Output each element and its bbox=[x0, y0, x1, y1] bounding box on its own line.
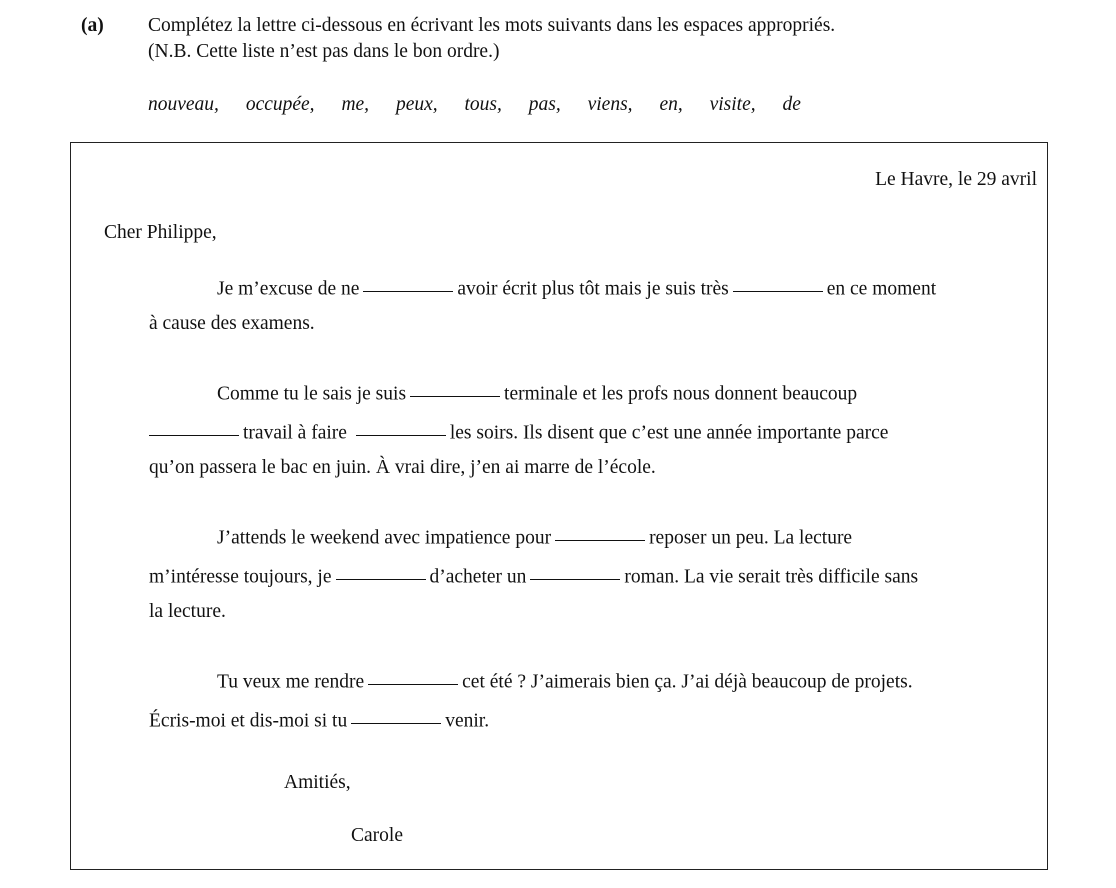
letter-box bbox=[70, 142, 1048, 870]
word-item: pas, bbox=[528, 94, 561, 115]
paragraph-2-line-1 bbox=[217, 379, 857, 406]
word-item: visite, bbox=[709, 94, 756, 115]
blank-4[interactable] bbox=[149, 415, 239, 436]
blank-9[interactable] bbox=[368, 664, 458, 685]
place-date: Le Havre, le 29 avril bbox=[875, 169, 1037, 190]
text-segment: en ce moment bbox=[826, 278, 937, 300]
word-item: occupée, bbox=[245, 94, 315, 115]
word-item: peux, bbox=[395, 94, 438, 115]
text-segment: Tu veux me rendre bbox=[217, 671, 365, 693]
blank-10[interactable] bbox=[351, 703, 441, 724]
question-label: (a) bbox=[81, 15, 104, 36]
paragraph-1-line-2: à cause des examens. bbox=[149, 313, 315, 334]
paragraph-3-line-1 bbox=[217, 523, 852, 550]
paragraph-3-line-3: la lecture. bbox=[149, 601, 226, 622]
paragraph-2-line-2 bbox=[149, 418, 888, 445]
text-segment: roman. La vie serait très difficile sans bbox=[624, 566, 919, 588]
word-item: tous, bbox=[464, 94, 502, 115]
text-segment: les soirs. Ils disent que c’est une année importante parce bbox=[449, 422, 889, 444]
text-segment: reposer un peu. La lecture bbox=[649, 527, 853, 549]
blank-7[interactable] bbox=[336, 559, 426, 580]
paragraph-4-line-1 bbox=[217, 667, 913, 694]
closing: Amitiés, bbox=[284, 772, 351, 793]
text-segment: terminale et les profs nous donnent beaucoup bbox=[504, 383, 858, 405]
paragraph-3-line-2 bbox=[149, 562, 918, 589]
paragraph-1-line-1 bbox=[217, 274, 936, 301]
salutation: Cher Philippe, bbox=[104, 222, 217, 243]
blank-8[interactable] bbox=[530, 559, 620, 580]
word-item: nouveau, bbox=[148, 94, 219, 115]
word-list bbox=[148, 94, 801, 116]
paragraph-4-line-2 bbox=[149, 706, 489, 733]
text-segment: m’intéresse toujours, je bbox=[149, 566, 332, 588]
text-segment: J’attends le weekend avec impatience pour bbox=[217, 527, 552, 549]
instruction-line-2: (N.B. Cette liste n’est pas dans le bon ordre.) bbox=[148, 41, 500, 62]
text-segment: cet été ? J’aimerais bien ça. J’ai déjà beaucoup de projets. bbox=[462, 671, 913, 693]
text-segment: avoir écrit plus tôt mais je suis très bbox=[457, 278, 729, 300]
blank-2[interactable] bbox=[733, 271, 823, 292]
text-segment: venir. bbox=[445, 710, 490, 732]
instruction-line-1: Complétez la lettre ci-dessous en écrivant les mots suivants dans les espaces appropriés. bbox=[148, 15, 836, 36]
word-item: viens, bbox=[587, 94, 633, 115]
text-segment: travail à faire bbox=[243, 422, 347, 444]
blank-5[interactable] bbox=[356, 415, 446, 436]
text-segment: d’acheter un bbox=[429, 566, 527, 588]
word-item: me, bbox=[341, 94, 370, 115]
word-item: en, bbox=[659, 94, 683, 115]
paragraph-2-line-3: qu’on passera le bac en juin. À vrai dire, j’en ai marre de l’école. bbox=[149, 457, 656, 478]
blank-1[interactable] bbox=[363, 271, 453, 292]
text-segment: Écris-moi et dis-moi si tu bbox=[149, 710, 348, 732]
text-segment: Je m’excuse de ne bbox=[217, 278, 360, 300]
text-segment: Comme tu le sais je suis bbox=[217, 383, 407, 405]
blank-3[interactable] bbox=[410, 376, 500, 397]
signature: Carole bbox=[351, 825, 403, 846]
blank-6[interactable] bbox=[555, 520, 645, 541]
word-item: de bbox=[782, 94, 801, 115]
